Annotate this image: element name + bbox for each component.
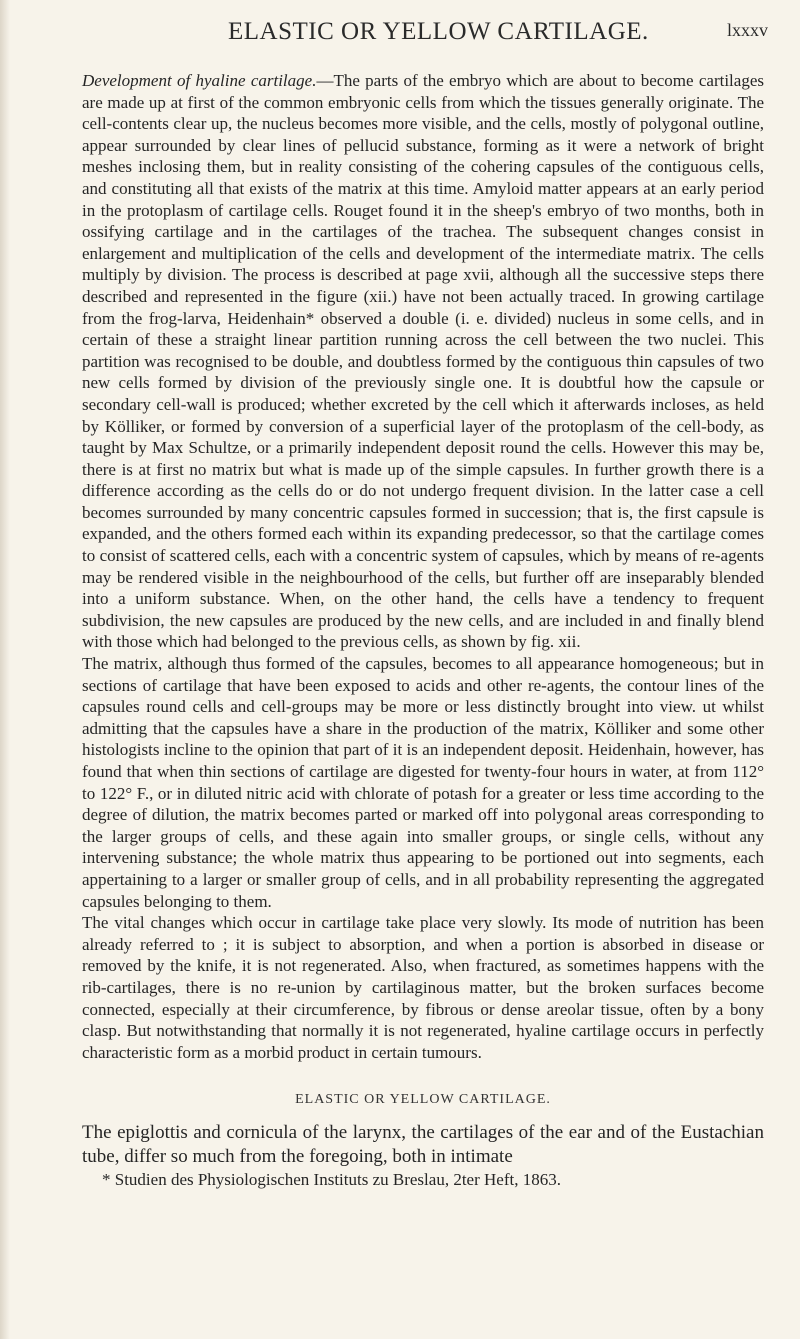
paragraph-epiglottis: The epiglottis and cornicula of the larynx, the cartilages of the ear and of the Eustachian tube, differ so much from the foregoing, both in intimate: [82, 1121, 764, 1167]
page-number: lxxxv: [726, 20, 768, 40]
footnote: * Studien des Physiologischen Instituts zu Breslau, 2ter Heft, 1863.: [102, 1169, 561, 1189]
paragraph-matrix: The matrix, although thus formed of the capsules, becomes to all appearance homogeneous; but in sections of cartilage that have been exposed to acids and other re-agents, the contour lines of the capsules round cells and cell-groups may be more or less distinctly brought into view. ut whilst admitting that the capsules have a share in the production of the matrix, Kölliker and some other histologists incline to the opinion that part of it is an independent deposit. Heidenhain, however, has found that when thin sections of cartilage are digested for twenty-four hours in water, at from 112° to 122° F., or in diluted nitric acid with chlorate of potash for a greater or less time according to the degree of dilution, the matrix becomes parted or marked off into polygonal areas corresponding to the larger groups of cells, and these again into smaller groups, or single cells, without any intervening substance; the whole matrix thus appearing to be portioned out into segments, each appertaining to a larger or smaller group of cells, and in all probability representing the aggregated capsules belonging to them.: [82, 654, 764, 911]
paragraph-text: —The parts of the embryo which are about to become cartilages are made up at first of the common embryonic cells from which the tissues generally originate. The cell-contents clear up, the nucleus becomes more visible, and the cells, mostly of polygonal outline, appear surrounded by clear lines of pellucid substance, forming as it were a network of bright meshes inclosing them, but in reality consisting of the cohering capsules of the contiguous cells, and constituting all that exists of the matrix at this time. Amyloid matter appears at an early period in the protoplasm of cartilage cells. Rouget found it in the sheep's embryo of two months, both in ossifying cartilage and in the cartilages of the trachea. The subsequent changes consist in enlargement and multiplication of the cells and development of the intermediate matrix. The cells multiply by division. The process is described at page xvii, although all the successive steps there described and represented in the figure (xii.) have not been actually traced. In growing cartilage from the frog-larva, Heidenhain* observed a double (i. e. divided) nucleus in some cells, and in certain of these a straight linear partition running across the cell between the two nuclei. This partition was recognised to be double, and doubtless formed by the contiguous thin capsules of two new cells formed by division of the previously single one. It is doubtful how the capsule or secondary cell-wall is produced; whether excreted by the cell which it afterwards incloses, as held by Kölliker, or formed by conversion of a superficial layer of the protoplasm of the cell-body, as taught by Max Schultze, or a primarily independent deposit round the cells. However this may be, there is at first no matrix but what is made up of the simple capsules. In further growth there is a difference according as the cells do or do not undergo frequent division. In the latter case a cell becomes surrounded by many concentric capsules formed in succession; that is, the first capsule is expanded, and the others formed each within its expanding predecessor, so that the cartilage comes to consist of scattered cells, each with a concentric system of capsules, which by means of re-agents may be rendered visible in the neighbourhood of the cells, but further off are inseparably blended into a uniform substance. When, on the other hand, the cells have a tendency to frequent subdivision, the new capsules are produced by the new cells, and are included in and finally blend with those which had belonged to the previous cells, as shown by fig. xii.: [82, 71, 764, 652]
paragraph-development-hyaline: [82, 70, 764, 653]
page-header: [80, 18, 768, 48]
section-heading-elastic-cartilage: ELASTIC OR YELLOW CARTILAGE.: [295, 1092, 551, 1108]
running-title: ELASTIC OR YELLOW CARTILAGE.: [228, 18, 649, 45]
paragraph-run-in-heading: Development of hyaline cartilage.: [82, 71, 317, 90]
page-gutter-shadow: [0, 0, 10, 1339]
body-text: [82, 70, 764, 1191]
paragraph-vital-changes: The vital changes which occur in cartilage take place very slowly. Its mode of nutrition has been already referred to ; it is subject to absorption, and when a portion is absorbed in disease or removed by the knife, it is not regenerated. Also, when fractured, as sometimes happens with the rib-cartilages, there is no re-union by cartilaginous matter, but the broken surfaces become connected, especially at their circumference, by fibrous or dense areolar tissue, often by a bony clasp. But notwithstanding that normally it is not regenerated, hyaline cartilage occurs in perfectly characteristic form as a morbid product in certain tumours.: [82, 913, 764, 1062]
